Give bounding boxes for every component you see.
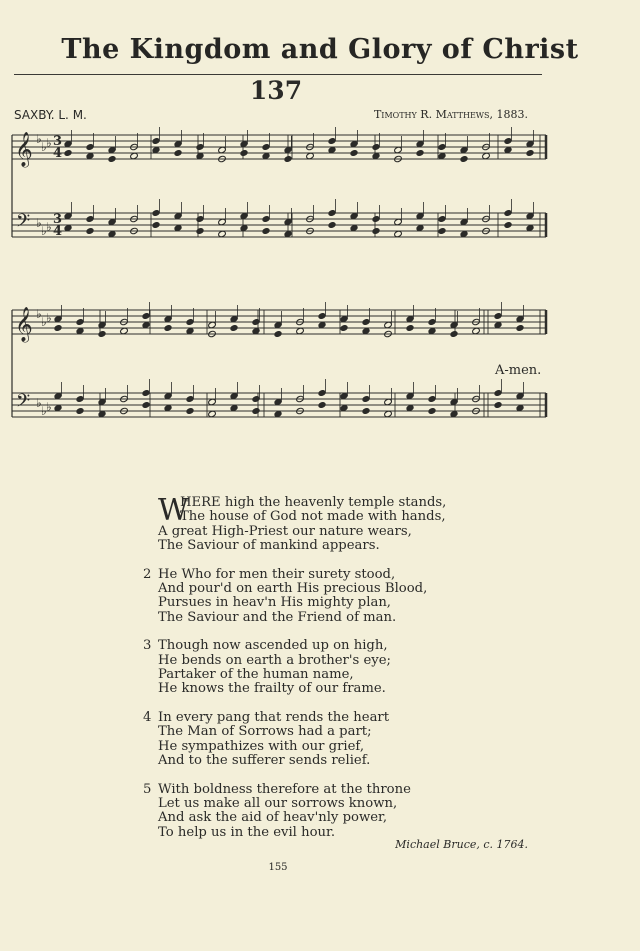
note-head	[340, 324, 349, 331]
note-head	[186, 318, 195, 325]
treble-clef-icon: 𝄞	[15, 307, 33, 342]
verse-line: The Man of Sorrows had a part;	[158, 724, 372, 740]
note-head	[196, 227, 205, 234]
stanza-1	[140, 493, 540, 554]
note-head	[230, 324, 239, 331]
verse-line: Though now ascended up on high,	[158, 638, 388, 654]
hymn-verses	[140, 493, 540, 854]
verse-line-text: high the heavenly temple stands,	[220, 495, 447, 510]
note-head	[494, 312, 503, 319]
verse-line: He knows the frailty of our frame.	[158, 681, 386, 697]
note-head	[318, 389, 327, 396]
note-head	[164, 324, 173, 331]
note-head	[516, 324, 525, 331]
stanza-5	[140, 783, 540, 841]
note-head	[186, 407, 195, 414]
note-head	[494, 389, 503, 396]
note-head	[252, 395, 261, 402]
note-head	[252, 407, 261, 414]
flat-icon: ♭	[41, 315, 47, 329]
stanza-number: 4	[143, 709, 152, 725]
note-head	[438, 143, 447, 150]
note-head	[284, 155, 293, 162]
stanza-number: 3	[143, 638, 152, 654]
note-head	[350, 149, 359, 156]
verse-line: He Who for men their surety stood,	[158, 566, 396, 582]
verse-line: Pursues in heav'n His mighty plan,	[158, 595, 392, 611]
note-head	[504, 209, 513, 216]
note-head	[274, 330, 283, 337]
flat-icon: ♭	[46, 220, 52, 234]
hymn-number: 137	[249, 76, 303, 105]
author-attribution: Michael Bruce, c. 1764.	[395, 838, 528, 851]
note-head	[428, 407, 437, 414]
flat-icon: ♭	[36, 396, 42, 410]
note-head	[76, 318, 85, 325]
verse-line: And ask the aid of heav'nly power,	[158, 810, 388, 826]
time-signature: 3	[53, 134, 63, 149]
stanza-number: 2	[143, 566, 152, 582]
stanza-2	[140, 568, 540, 626]
opening-word: HERE	[180, 495, 221, 510]
verse-line: And pour'd on earth His precious Blood,	[158, 581, 428, 597]
note-head	[98, 330, 107, 337]
note-head	[86, 215, 95, 222]
note-head	[526, 149, 535, 156]
stanza-4	[140, 711, 540, 769]
note-head	[262, 143, 271, 150]
note-head	[428, 318, 437, 325]
note-head	[504, 221, 513, 228]
verse-line	[140, 496, 540, 510]
flat-icon: ♭	[46, 136, 52, 150]
note-head	[438, 227, 447, 234]
note-head	[494, 401, 503, 408]
music-score	[0, 120, 640, 450]
flat-icon: ♭	[46, 400, 52, 414]
note-head	[76, 407, 85, 414]
verse-line: A great High-Priest our nature wears,	[158, 523, 412, 539]
note-head	[54, 324, 63, 331]
verse-line: The house of God not made with hands,	[180, 509, 446, 525]
note-head	[328, 209, 337, 216]
flat-icon: ♭	[36, 216, 42, 230]
note-head	[328, 137, 337, 144]
note-head	[362, 395, 371, 402]
flat-icon: ♭	[36, 132, 42, 146]
verse-line: With boldness therefore at the throne	[158, 781, 411, 797]
note-head	[240, 149, 249, 156]
note-head	[362, 318, 371, 325]
note-head	[64, 149, 73, 156]
note-head	[108, 155, 117, 162]
note-head	[196, 143, 205, 150]
verse-line: The Saviour of mankind appears.	[158, 538, 380, 554]
note-head	[504, 137, 513, 144]
verse-line: Let us make all our sorrows known,	[158, 795, 398, 811]
note-head	[416, 149, 425, 156]
section-title: The Kingdom and Glory of Christ	[61, 34, 579, 65]
note-head	[372, 215, 381, 222]
bass-clef-icon: 𝄢	[16, 211, 31, 236]
verse-line: Partaker of the human name,	[158, 667, 354, 683]
note-head	[186, 395, 195, 402]
note-head	[450, 330, 459, 337]
tune-name: SAXBY. L. M.	[14, 108, 87, 122]
composer-credit: Timothy R. Matthews, 1883.	[373, 108, 528, 121]
note-head	[142, 401, 151, 408]
note-head	[438, 215, 447, 222]
note-head	[152, 221, 161, 228]
flat-icon: ♭	[41, 140, 47, 154]
amen-text: A-men.	[495, 363, 542, 378]
time-signature: 4	[53, 224, 63, 239]
bass-clef-icon: 𝄢	[16, 391, 31, 416]
note-head	[318, 312, 327, 319]
note-head	[318, 401, 327, 408]
verse-line: To help us in the evil hour.	[158, 824, 336, 840]
note-head	[460, 155, 469, 162]
note-head	[86, 143, 95, 150]
flat-icon: ♭	[46, 311, 52, 325]
note-head	[262, 227, 271, 234]
time-signature: 3	[53, 212, 63, 227]
flat-icon: ♭	[36, 307, 42, 321]
verse-line: And to the sufferer sends relief.	[158, 753, 371, 769]
stanza-number: 5	[143, 781, 152, 797]
verse-line: The Saviour and the Friend of man.	[158, 609, 397, 625]
drop-cap: W	[158, 493, 189, 528]
note-head	[428, 395, 437, 402]
time-signature: 4	[53, 146, 63, 161]
treble-clef-icon: 𝄞	[15, 132, 33, 167]
note-head	[372, 227, 381, 234]
note-head	[196, 215, 205, 222]
stanza-3	[140, 639, 540, 697]
flat-icon: ♭	[41, 224, 47, 238]
note-head	[142, 389, 151, 396]
title-rule	[14, 74, 542, 75]
note-head	[406, 324, 415, 331]
verse-line: He bends on earth a brother's eye;	[158, 652, 391, 668]
note-head	[174, 149, 183, 156]
verse-line: He sympathizes with our grief,	[158, 738, 365, 754]
verse-line: In every pang that rends the heart	[158, 709, 390, 725]
note-head	[142, 312, 151, 319]
note-head	[362, 407, 371, 414]
note-head	[152, 137, 161, 144]
note-head	[372, 143, 381, 150]
note-head	[76, 395, 85, 402]
page-number: 155	[268, 862, 288, 873]
note-head	[252, 318, 261, 325]
note-head	[262, 215, 271, 222]
note-head	[86, 227, 95, 234]
note-head	[328, 221, 337, 228]
flat-icon: ♭	[41, 404, 47, 418]
note-head	[152, 209, 161, 216]
